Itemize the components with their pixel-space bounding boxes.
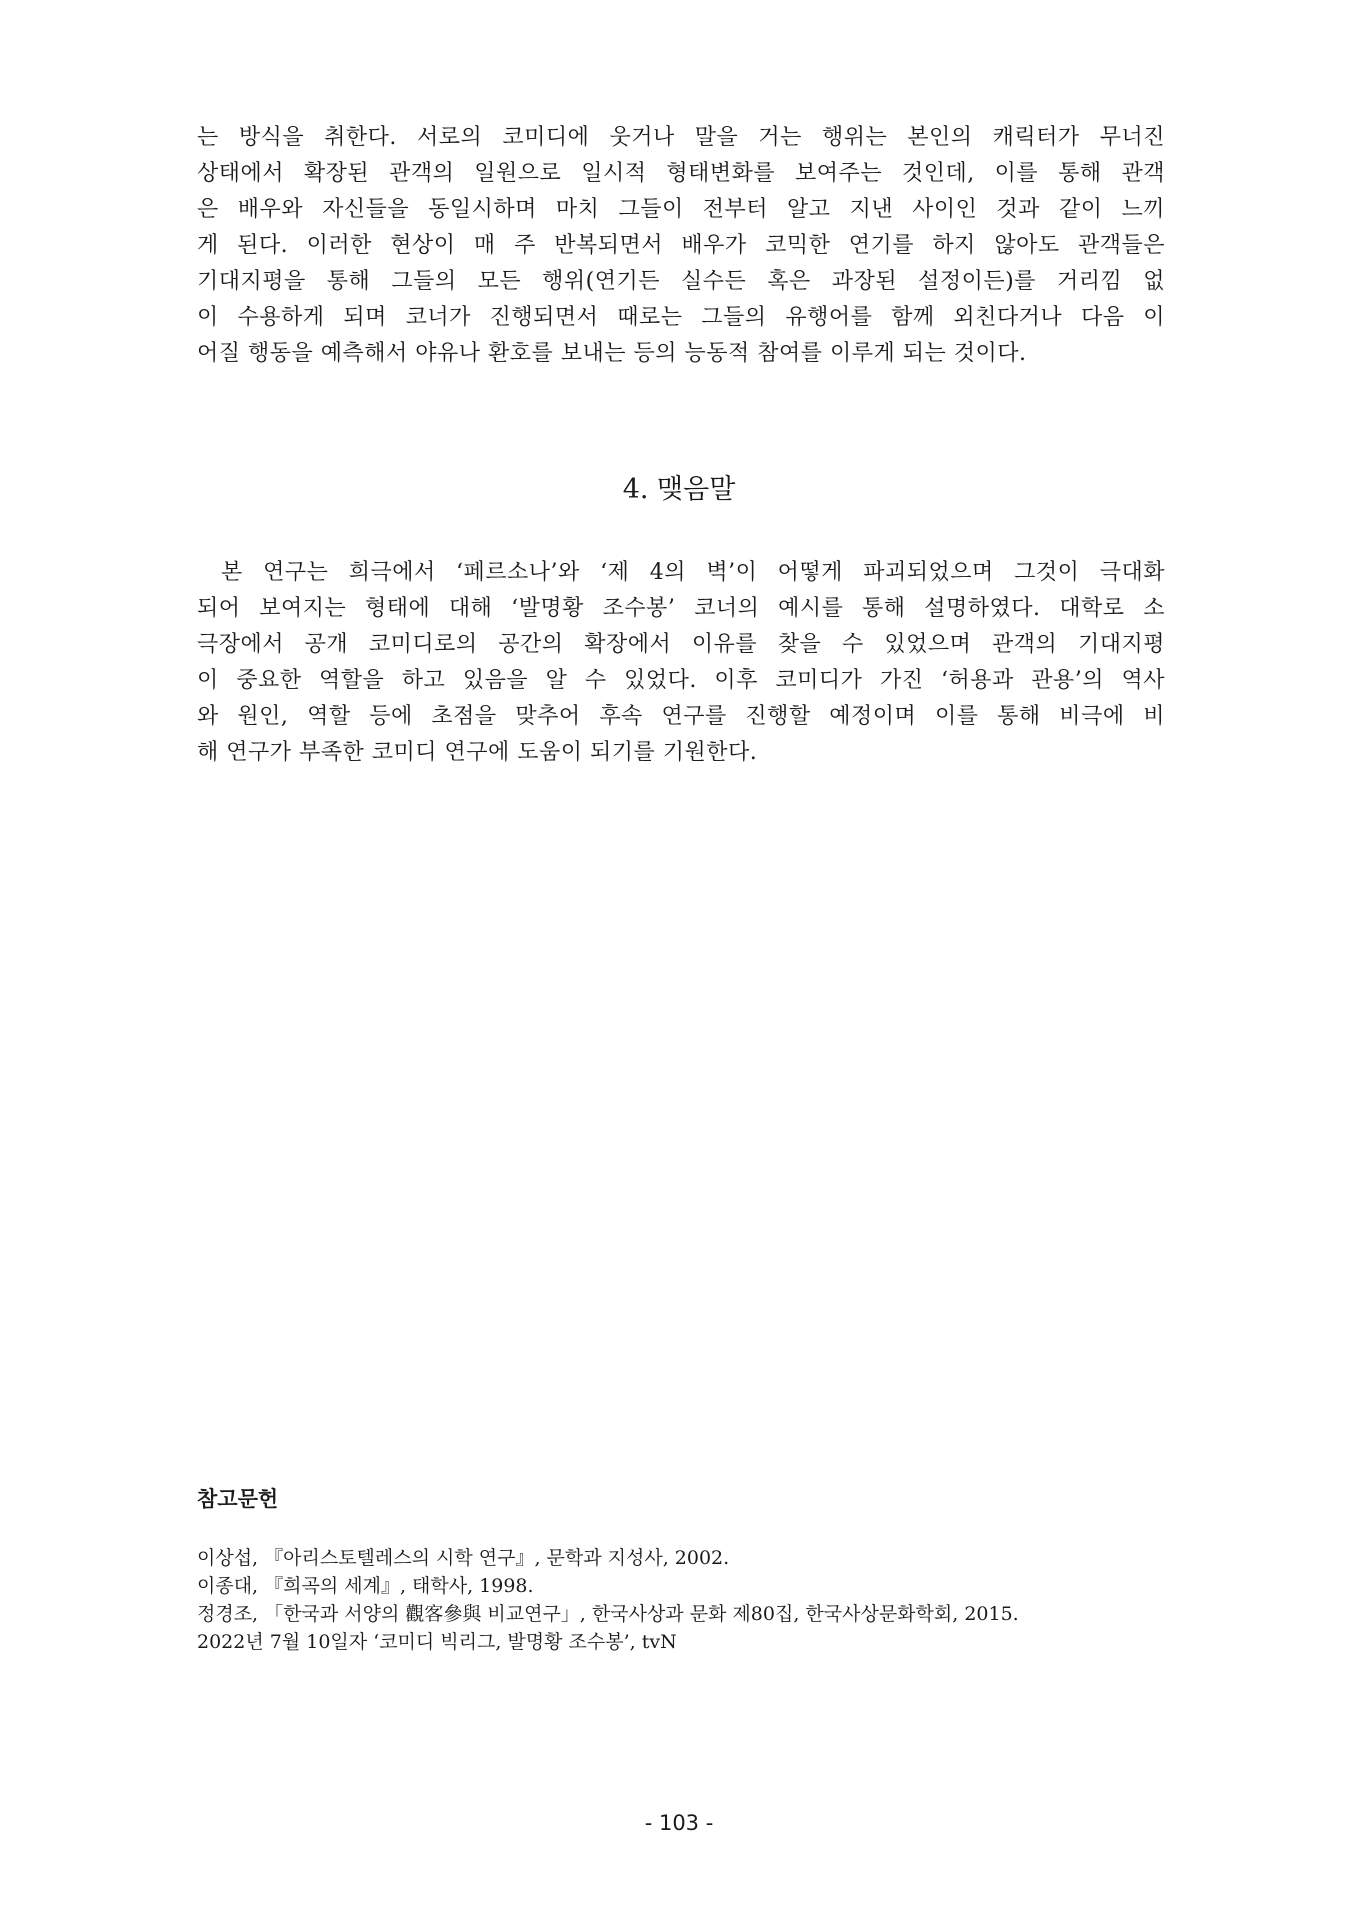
page-number: - 103 - [644,1811,714,1835]
reference-item: 이종대, 『희곡의 세계』, 태학사, 1998. [197,1575,534,1597]
text-line: 게 된다. 이러한 현상이 매 주 반복되면서 배우가 코믹한 연기를 하지 않아도 관객들은 [197,233,1165,258]
text-line: 극장에서 공개 코미디로의 공간의 확장에서 이유를 찾을 수 있었으며 관객의 기대지평 [197,632,1165,657]
body-paragraph-2 [197,555,1165,771]
text-line: 되어 보여지는 형태에 대해 ‘발명황 조수봉’ 코너의 예시를 통해 설명하였다. 대학로 소 [197,596,1165,621]
text-line: 기대지평을 통해 그들의 모든 행위(연기든 실수든 혹은 과장된 설정이든)를 거리낌 없 [197,269,1165,294]
text-line: 어질 행동을 예측해서 야유나 환호를 보내는 등의 능동적 참여를 이루게 되는 것이다. [197,341,1027,366]
reference-item: 정경조, 「한국과 서양의 觀客參與 비교연구」, 한국사상과 문화 제80집, 한국사상문화학회, 2015. [197,1603,1019,1625]
text-line: 본 연구는 희극에서 ‘페르소나’와 ‘제 4의 벽’이 어떻게 파괴되었으며 그것이 극대화 [221,560,1165,585]
text-line: 이 중요한 역할을 하고 있음을 알 수 있었다. 이후 코미디가 가진 ‘허용과 관용’의 역사 [197,668,1165,693]
text-line: 와 원인, 역할 등에 초점을 맞추어 후속 연구를 진행할 예정이며 이를 통해 비극에 비 [197,704,1165,729]
reference-item: 이상섭, 『아리스토텔레스의 시학 연구』, 문학과 지성사, 2002. [197,1547,730,1569]
references-title: 참고문헌 [197,1487,279,1511]
text-line: 은 배우와 자신들을 동일시하며 마치 그들이 전부터 알고 지낸 사이인 것과 같이 느끼 [197,197,1165,222]
reference-item: 2022년 7월 10일자 ‘코미디 빅리그, 발명황 조수봉’, tvN [197,1631,677,1653]
text-line: 는 방식을 취한다. 서로의 코미디에 웃거나 말을 거는 행위는 본인의 캐릭터가 무너진 [197,125,1165,150]
section-heading: 4. 맺음말 [622,474,736,505]
text-line: 해 연구가 부족한 코미디 연구에 도움이 되기를 기원한다. [197,740,758,765]
text-line: 이 수용하게 되며 코너가 진행되면서 때로는 그들의 유행어를 함께 외친다거나 다음 이 [197,305,1165,330]
text-line: 상태에서 확장된 관객의 일원으로 일시적 형태변화를 보여주는 것인데, 이를 통해 관객 [197,161,1165,186]
body-paragraph-1 [197,120,1165,372]
references-list [197,1544,1197,1656]
